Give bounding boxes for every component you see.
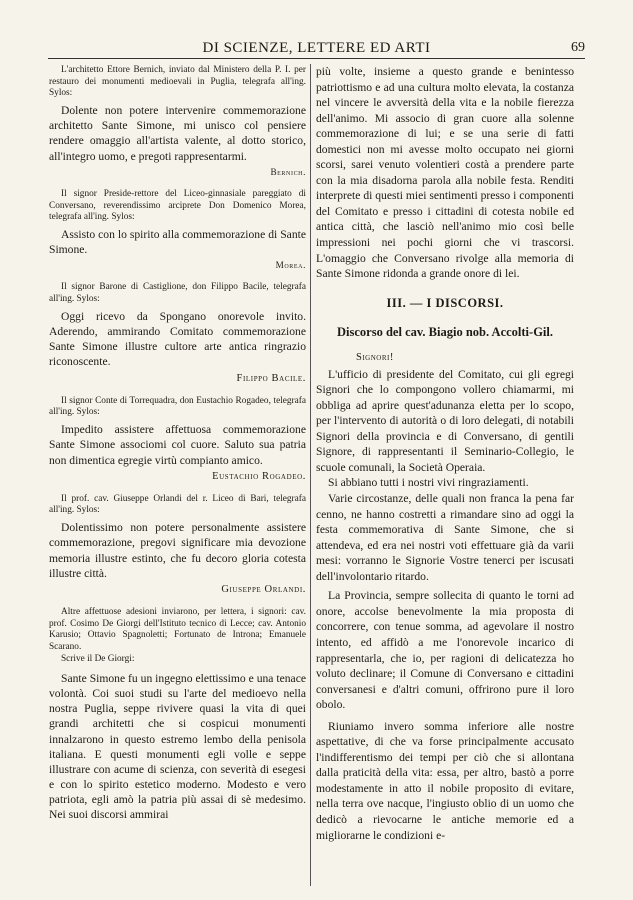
de-giorgi-intro: Scrive il De Giorgi: (61, 653, 135, 664)
journal-title: DI SCIENZE, LETTERE ED ARTI (202, 40, 431, 56)
telegram-orlandi (49, 494, 306, 595)
left-column (49, 64, 306, 886)
right-column (316, 64, 574, 886)
running-header (48, 38, 585, 59)
speech-paragraph: Riuniamo invero somma inferiore alle nostre aspettative, di che va forse principalmente accusato l'indifferentismo dei tempi per ciò che si allontana dalla praticità della vita: essa, per altro, bastò a porre modestamente in atto il nobile proposito di evitare, nella terra ove nacque, l'ingiusto oblio di un uomo che dedicò a rievocarne le antiche memorie ed a migliorarne le condizioni e- (316, 719, 574, 842)
telegram-bernich (49, 65, 306, 177)
telegram-signature: Morea. (275, 260, 306, 271)
page-number: 69 (571, 40, 585, 55)
speech-paragraph: L'ufficio di presidente del Comitato, cui gli egregi Signori che lo compongono vollero chiamarmi, mi obbliga ad aprire quest'adunanza eletta per lo scopo, per l'intervento di autorità o di loro delegati, di notabili Signori della provincia e di Conversano, di gentili Signore, di rappresentanti il Seminario-Collegio, le scuole comunali, la Società Operaia. (316, 367, 574, 474)
telegram-signature: Giuseppe Orlandi. (221, 584, 306, 596)
section-heading: III. — I DISCORSI. (386, 295, 504, 310)
telegram-intro: L'architetto Ettore Bernich, inviato dal Ministero della P. I. per restauro dei monumenti medioevali in Puglia, telegrafa all'ing. Sylos: (49, 65, 306, 99)
telegram-text: Dolente non potere intervenire commemorazione architetto Sante Simone, mi unisco col pensiere rendere omaggio all'artista valente, al dotto storico, all'integro uomo, e pregoti rappresentarmi. (49, 103, 306, 163)
speech-title: Discorso del cav. Biagio nob. Accolti-Gil. (337, 324, 553, 339)
speech-paragraph: La Provincia, sempre sollecita di quanto le torni ad onore, accolse benevolmente la mia proposta di concorrere, con tenue somma, ad agevolare il nostro intento, ed affidò a me l'onorevole incarico di rappresentarla, che io, per ragioni di delicatezza ho voluto declinare; il Comune di Conversano e cittadini conversanesi e d'altri comuni, offrirono pure il loro obolo. (316, 589, 574, 712)
telegram-morea (49, 189, 306, 270)
telegram-text: Dolentissimo non potere personalmente assistere commemorazione, pregovi significare mia devozione memoria illustre estinto, che fu decoro gloria cotesta illustre città. (49, 520, 306, 580)
telegram-intro: Il signor Conte di Torrequadra, don Eustachio Rogadeo, telegrafa all'ing. Sylos: (49, 395, 306, 418)
telegram-rogadeo (49, 396, 306, 482)
telegram-signature: Filippo Bacile. (236, 372, 306, 384)
telegram-text: Assisto con lo spirito alla commemorazione di Sante Simone. (49, 227, 306, 257)
salutation: Signori! (356, 351, 394, 363)
telegram-text: Impedito assistere affettuosa commemorazione Sante Simone associomi col cuore. Saluto sua patria non dimentica egregie virtù compianto amico. (49, 422, 306, 467)
de-giorgi-letter-continued: più volte, insieme a questo grande e benintesso patriottismo e ad una cultura molto elevata, la costanza nel vincere le avversità della vita e la nobile fierezza dell'animo. Mi associo di gran cuore alla solenne commemorazione di lui; e se una serie di fatti domestici non mi avesse molto occupato nei giorni scorsi, sarei venuto volentieri costà a prendere parte con la mia disadorna parola alla nobile festa. Renditi interprete di questi miei sentimenti presso i componenti del Comitato e presso i cittadini di cotesta nobile ed antica città, che lasciò nell'animo mio così belle impressioni nei pochi giorni che vi trascorsi. L'omaggio che Conversano rivolge alla memoria di Sante Simone ridonda a grande onore di lei. (316, 65, 574, 281)
telegram-text: Oggi ricevo da Spongano onorevole invito. Aderendo, ammirando Comitato commemorazione Sante Simone illustre cultore arte antica ringrazio riconoscente. (49, 309, 306, 369)
de-giorgi-letter: Sante Simone fu un ingegno elettissimo e una tenace volontà. Coi suoi studi su l'arte del medioevo nella nostra Puglia, seppe rivivere quasi la vita di quei grandi architetti che si cospicui monumenti innalzarono in questo estremo lembo della penisola italiana. E questi monumenti egli volle e seppe illustrare con acume di scienza, con severità di esegesi e con lo spirito estetico moderno. Modesto e vero patriota, egli amò la patria più assai di sè medesimo. Nei suoi discorsi ammirai (49, 672, 306, 821)
other-adhesions-note: Altre affettuose adesioni inviarono, per lettera, i signori: cav. prof. Cosimo De Giorgi dell'Istituto tecnico di Lecce; cav. Antonio Karusio; Ottavio Spagnoletti; Fortunato de Introna; Emanuele Scarano. (49, 607, 306, 652)
speech-paragraph: Varie circostanze, delle quali non franca la pena far cenno, ne hanno costretti a rimandare sino ad oggi la festa commemorativa di Sante Simone, che si attendeva, ed era nei nostri voti effettuare già da varii mesi: vorranno le Signorie Vostre tenerci per iscusati dell'involontario ritardo. (316, 492, 574, 583)
telegram-intro: Il signor Preside-rettore del Liceo-ginnasiale pareggiato di Conversano, reverendissimo arciprete Don Domenico Morea, telegrafa all'ing. Sylos: (49, 188, 306, 223)
speech-paragraph: Si abbiano tutti i nostri vivi ringraziamenti. (328, 476, 529, 490)
telegram-signature: Bernich. (270, 166, 306, 177)
telegram-intro: Il prof. cav. Giuseppe Orlandi del r. Liceo di Bari, telegrafa all'ing. Sylos: (49, 493, 306, 516)
telegram-signature: Eustachio Rogadeo. (212, 470, 306, 482)
column-divider (310, 64, 311, 886)
telegram-bacile (49, 282, 306, 383)
telegram-intro: Il signor Barone di Castiglione, don Filippo Bacile, telegrafa all'ing. Sylos: (49, 282, 306, 304)
